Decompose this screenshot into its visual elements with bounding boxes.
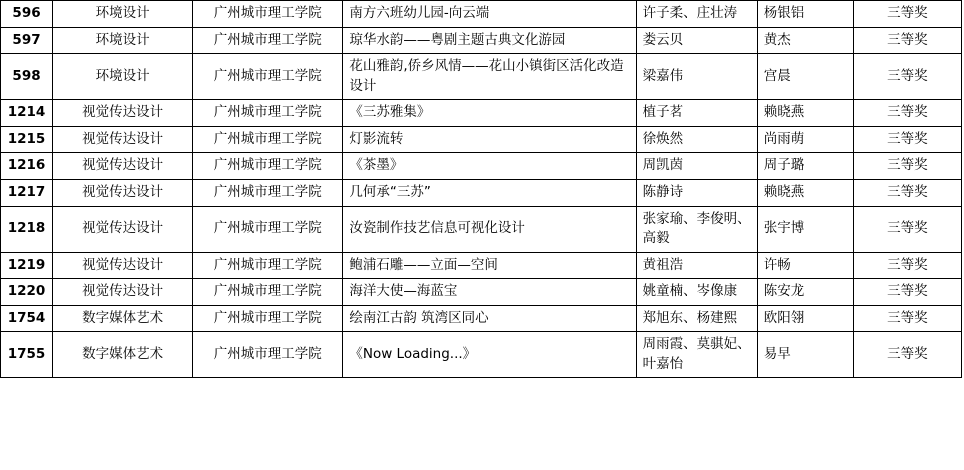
cell-prize: 三等奖 — [853, 54, 961, 100]
cell-id: 1220 — [1, 279, 53, 306]
table-row — [1, 27, 962, 54]
cell-advisor: 陈安龙 — [757, 279, 853, 306]
cell-category: 数字媒体艺术 — [53, 332, 193, 378]
cell-school: 广州城市理工学院 — [193, 1, 343, 28]
cell-school: 广州城市理工学院 — [193, 252, 343, 279]
cell-advisor: 黄杰 — [757, 27, 853, 54]
cell-title: 汝瓷制作技艺信息可视化设计 — [343, 206, 636, 252]
cell-author: 植子茗 — [636, 100, 757, 127]
cell-category: 视觉传达设计 — [53, 126, 193, 153]
table-row — [1, 179, 962, 206]
cell-title: 灯影流转 — [343, 126, 636, 153]
cell-id: 596 — [1, 1, 53, 28]
cell-advisor: 杨银铝 — [757, 1, 853, 28]
cell-title: 鲍浦石雕——立面—空间 — [343, 252, 636, 279]
cell-prize: 三等奖 — [853, 332, 961, 378]
table-row — [1, 1, 962, 28]
table-row — [1, 206, 962, 252]
cell-prize: 三等奖 — [853, 179, 961, 206]
cell-advisor: 张宇博 — [757, 206, 853, 252]
table-row — [1, 279, 962, 306]
cell-school: 广州城市理工学院 — [193, 279, 343, 306]
cell-advisor: 宫晨 — [757, 54, 853, 100]
cell-advisor: 尚雨萌 — [757, 126, 853, 153]
cell-school: 广州城市理工学院 — [193, 100, 343, 127]
table-row — [1, 100, 962, 127]
cell-id: 1218 — [1, 206, 53, 252]
cell-prize: 三等奖 — [853, 1, 961, 28]
cell-school: 广州城市理工学院 — [193, 206, 343, 252]
cell-prize: 三等奖 — [853, 279, 961, 306]
cell-title: 海洋大使—海蓝宝 — [343, 279, 636, 306]
cell-school: 广州城市理工学院 — [193, 27, 343, 54]
cell-school: 广州城市理工学院 — [193, 54, 343, 100]
cell-author: 陈静诗 — [636, 179, 757, 206]
cell-category: 环境设计 — [53, 54, 193, 100]
cell-prize: 三等奖 — [853, 206, 961, 252]
cell-prize: 三等奖 — [853, 27, 961, 54]
cell-school: 广州城市理工学院 — [193, 153, 343, 180]
cell-prize: 三等奖 — [853, 305, 961, 332]
cell-author: 张家瑜、李俊明、高毅 — [636, 206, 757, 252]
cell-advisor: 欧阳翎 — [757, 305, 853, 332]
cell-category: 环境设计 — [53, 27, 193, 54]
cell-author: 梁嘉伟 — [636, 54, 757, 100]
cell-title: 几何承“三苏” — [343, 179, 636, 206]
cell-category: 视觉传达设计 — [53, 179, 193, 206]
cell-id: 1216 — [1, 153, 53, 180]
cell-category: 视觉传达设计 — [53, 100, 193, 127]
table-row — [1, 126, 962, 153]
cell-id: 1214 — [1, 100, 53, 127]
cell-category: 视觉传达设计 — [53, 206, 193, 252]
cell-title: 《Now Loading...》 — [343, 332, 636, 378]
cell-id: 1754 — [1, 305, 53, 332]
cell-advisor: 赖晓燕 — [757, 179, 853, 206]
cell-school: 广州城市理工学院 — [193, 332, 343, 378]
cell-title: 南方六班幼儿园-向云端 — [343, 1, 636, 28]
cell-title: 《茶墨》 — [343, 153, 636, 180]
cell-title: 琼华水韵——粤剧主题古典文化游园 — [343, 27, 636, 54]
cell-school: 广州城市理工学院 — [193, 126, 343, 153]
cell-author: 许子柔、庄壮涛 — [636, 1, 757, 28]
cell-category: 视觉传达设计 — [53, 252, 193, 279]
cell-author: 姚童楠、岑像康 — [636, 279, 757, 306]
cell-category: 环境设计 — [53, 1, 193, 28]
table-row — [1, 252, 962, 279]
award-table-body — [1, 1, 962, 378]
cell-id: 1755 — [1, 332, 53, 378]
table-row — [1, 153, 962, 180]
cell-advisor: 赖晓燕 — [757, 100, 853, 127]
table-row — [1, 332, 962, 378]
cell-prize: 三等奖 — [853, 252, 961, 279]
cell-author: 周凯茵 — [636, 153, 757, 180]
cell-author: 周雨霞、莫骐妃、叶嘉怡 — [636, 332, 757, 378]
cell-category: 视觉传达设计 — [53, 153, 193, 180]
cell-prize: 三等奖 — [853, 126, 961, 153]
cell-category: 数字媒体艺术 — [53, 305, 193, 332]
cell-advisor: 许畅 — [757, 252, 853, 279]
table-row — [1, 305, 962, 332]
cell-id: 1217 — [1, 179, 53, 206]
cell-id: 597 — [1, 27, 53, 54]
cell-id: 598 — [1, 54, 53, 100]
cell-author: 郑旭东、杨建熙 — [636, 305, 757, 332]
table-row — [1, 54, 962, 100]
cell-school: 广州城市理工学院 — [193, 305, 343, 332]
cell-title: 《三苏雅集》 — [343, 100, 636, 127]
cell-prize: 三等奖 — [853, 100, 961, 127]
cell-category: 视觉传达设计 — [53, 279, 193, 306]
cell-author: 徐焕然 — [636, 126, 757, 153]
cell-advisor: 易早 — [757, 332, 853, 378]
cell-author: 娄云贝 — [636, 27, 757, 54]
cell-advisor: 周子璐 — [757, 153, 853, 180]
cell-title: 绘南江古韵 筑湾区同心 — [343, 305, 636, 332]
cell-title: 花山雅韵,侨乡风情——花山小镇街区活化改造设计 — [343, 54, 636, 100]
cell-id: 1215 — [1, 126, 53, 153]
cell-prize: 三等奖 — [853, 153, 961, 180]
cell-id: 1219 — [1, 252, 53, 279]
cell-school: 广州城市理工学院 — [193, 179, 343, 206]
cell-author: 黄祖浩 — [636, 252, 757, 279]
